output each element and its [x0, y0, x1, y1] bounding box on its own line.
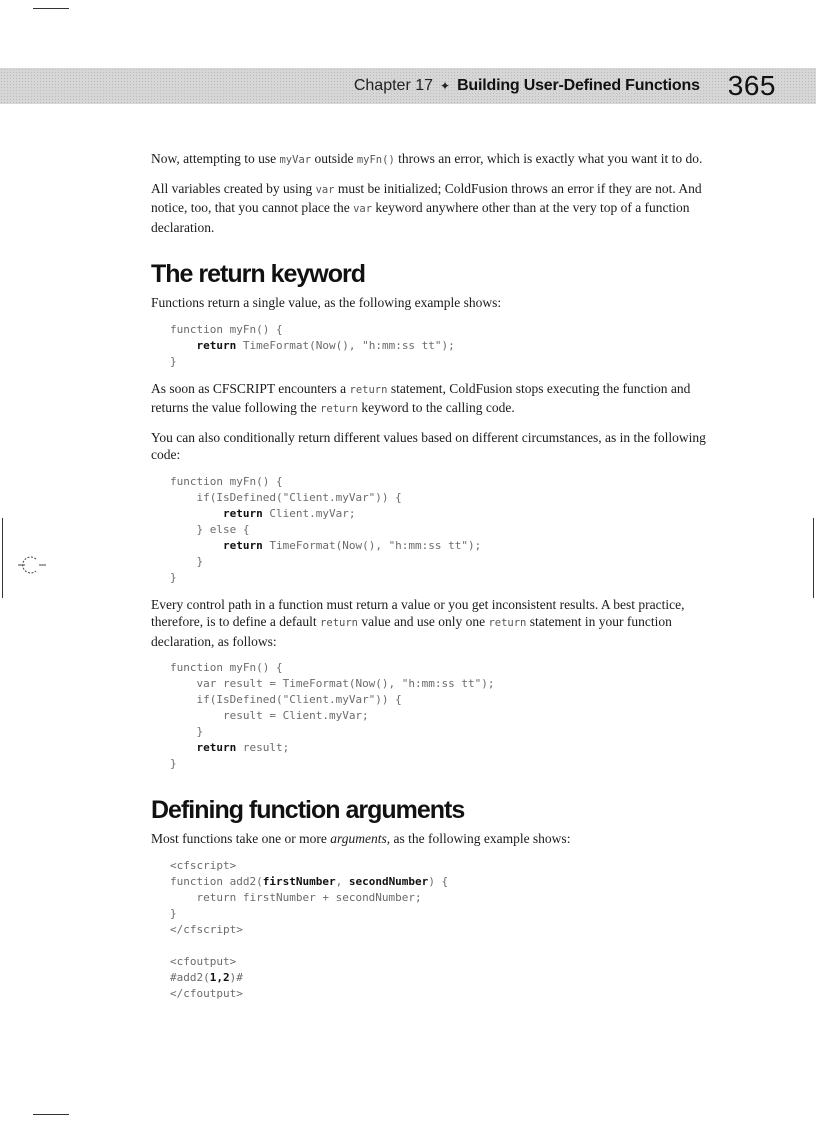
- return-paragraph-1: Functions return a single value, as the following example shows:: [151, 295, 502, 310]
- crop-mark-top-left: [33, 8, 69, 9]
- intro-paragraph-1: Now, attempting to use myVar outside myFn() throws an error, which is exactly what you want it to do.: [151, 151, 703, 166]
- chapter-title: Building User-Defined Functions: [457, 77, 700, 94]
- chapter-label: Chapter 17: [353, 77, 434, 94]
- crop-mark-right-bar: [813, 518, 814, 598]
- code-block-2: function myFn() { if(IsDefined("Client.myVar")) { return Client.myVar; } else { return TimeFormat(Now(), "h:mm:ss tt"); } }: [170, 474, 482, 584]
- registration-mark-icon: [18, 553, 46, 577]
- code-block-4: <cfscript> function add2(firstNumber, secondNumber) { return firstNumber + secondNumber; } </cfscript> <cfoutput> #add2(1,2)# </cfoutput>: [170, 858, 449, 1000]
- diamond-separator-icon: ✦: [440, 79, 451, 93]
- page-body: [151, 150, 711, 1012]
- crop-mark-bottom-left: [33, 1114, 69, 1115]
- return-paragraph-4: Every control path in a function must return a value or you get inconsistent results. A best practice, therefore, is to define a default return value and use only one return statement in your function declaration, as follows:: [151, 596, 685, 649]
- crop-mark-left-bar: [2, 518, 3, 598]
- section-heading-return: The return keyword: [151, 260, 365, 288]
- running-header: [354, 68, 776, 104]
- return-paragraph-3: You can also conditionally return different values based on different circumstances, as in the following code:: [151, 429, 706, 462]
- return-paragraph-2: As soon as CFSCRIPT encounters a return statement, ColdFusion stops executing the function and returns the value following the return keyword to the calling code.: [151, 380, 691, 415]
- section-heading-arguments: Defining function arguments: [151, 796, 465, 824]
- code-block-1: function myFn() { return TimeFormat(Now(), "h:mm:ss tt"); }: [170, 322, 455, 368]
- page-number: 365: [727, 70, 776, 101]
- intro-paragraph-2: All variables created by using var must be initialized; ColdFusion throws an error if they are not. And notice, too, that you cannot place the var keyword anywhere other than at the very top of a function declaration.: [151, 180, 702, 235]
- code-block-3: function myFn() { var result = TimeFormat(Now(), "h:mm:ss tt"); if(IsDefined("Client.myVar")) { result = Client.myVar; } return result; }: [170, 661, 495, 770]
- arguments-paragraph-1: Most functions take one or more arguments, as the following example shows:: [151, 831, 571, 846]
